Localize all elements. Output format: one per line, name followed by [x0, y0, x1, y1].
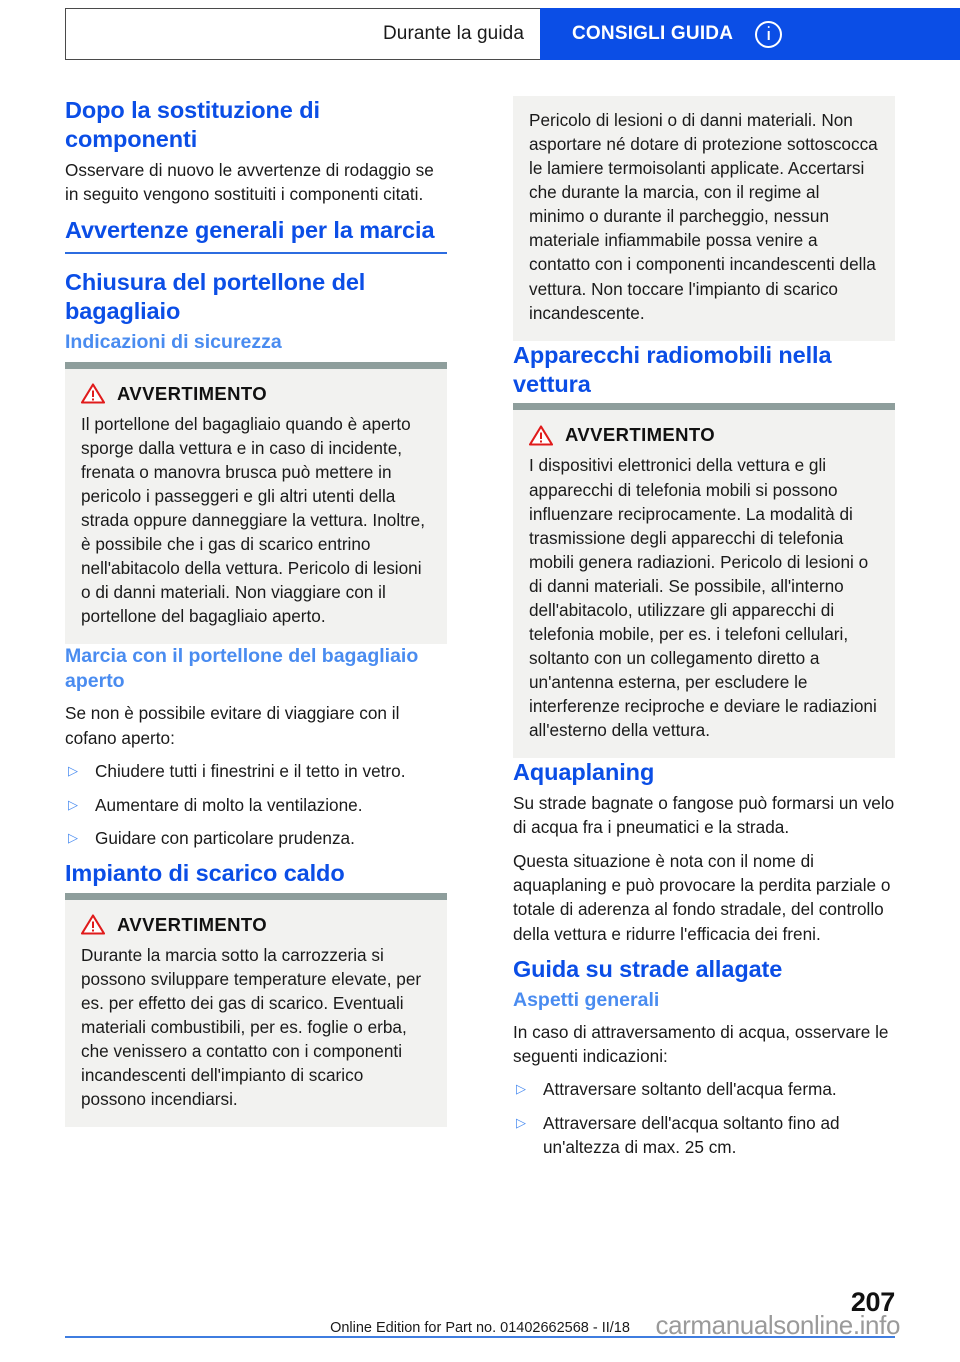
paragraph-cofano-aperto: Se non è possibile evitare di viaggiare con il cofano aperto:	[65, 703, 400, 748]
heading-aquaplaning: Aquaplaning	[513, 759, 655, 786]
warning-title: AVVERTIMENTO	[565, 424, 716, 446]
list-item-label: Aumentare di molto la ventilazione.	[95, 794, 363, 815]
list-item	[65, 793, 447, 817]
heading-dopo-la-sostituzione: Dopo la sostituzione di componenti	[65, 97, 320, 153]
warning-triangle-icon	[529, 425, 553, 446]
list-item-label: Attraversare dell'acqua soltanto fino ad un'altezza di max. 25 cm.	[543, 1112, 840, 1158]
triangle-bullet-icon: ▷	[68, 829, 78, 845]
subheading-aspetti-generali: Aspetti generali	[513, 988, 660, 1011]
page-number: 207	[850, 1287, 895, 1317]
list-item-label: Guidare con particolare prudenza.	[95, 827, 355, 848]
bullet-list-precauzioni	[65, 759, 447, 850]
heading-apparecchi-radiomobili: Apparecchi radiomobili nella vettura	[513, 341, 832, 398]
two-column-layout	[65, 96, 895, 1169]
triangle-bullet-icon: ▷	[68, 763, 78, 779]
warning-box-portellone	[65, 362, 447, 645]
list-item	[513, 1077, 895, 1101]
left-column	[65, 96, 447, 1169]
list-item	[513, 1111, 895, 1160]
warning-header	[81, 383, 431, 405]
header-section-tab[interactable]	[65, 8, 540, 60]
paragraph-aquaplaning-1: Su strade bagnate o fangose può formarsi un velo di acqua fra i pneumatici e la strada.	[513, 792, 895, 838]
header-chapter-label: CONSIGLI GUIDA	[572, 23, 734, 44]
subheading-indicazioni-sicurezza: Indicazioni di sicurezza	[65, 330, 282, 353]
site-watermark: carmanualsonline.info	[655, 1310, 900, 1340]
heading-avvertenze-generali: Avvertenze generali per la marcia	[65, 216, 447, 254]
page-header	[65, 8, 960, 60]
warning-text-continued: Pericolo di lesioni o di danni materiali. Non asportare né dotare di protezione sottoscocca le lamiere termoisolanti applicate. Accertarsi che durante la marcia, con il regime al minimo o durante il parcheggio, nessun materiale infiammabile possa venire a contatto con i componenti incandescenti della vettura. Non toccare l'impianto di scarico incandescente.	[529, 110, 878, 323]
paragraph-rodaggio: Osservare di nuovo le avvertenze di rodaggio se in seguito vengono sostituiti i componenti citati.	[65, 159, 434, 205]
list-item	[65, 826, 447, 850]
list-item	[65, 759, 447, 783]
warning-box-continued	[513, 96, 895, 341]
header-chapter-tab[interactable]	[540, 8, 960, 60]
list-item-label: Attraversare soltanto dell'acqua ferma.	[543, 1079, 837, 1100]
warning-header	[529, 424, 879, 446]
list-item-label: Chiudere tutti i finestrini e il tetto in vetro.	[95, 761, 406, 782]
subheading-marcia-portellone-aperto: Marcia con il portellone del bagagliaio aperto	[65, 645, 419, 693]
right-column	[513, 96, 895, 1169]
warning-title: AVVERTIMENTO	[117, 913, 268, 935]
warning-title: AVVERTIMENTO	[117, 382, 268, 404]
warning-text: Il portellone del bagagliaio quando è aperto sporge dalla vettura e in caso di incidente, frenata o manovra brusca può mettere in pericolo i passeggeri e gli altri utenti della strada oppure danneggiare la vettura. Inoltre, è possibile che i gas di scarico entrino nell'abitacolo della vettura. Pericolo di lesioni o di danni materiali. Non viaggiare con il portellone del bagagliaio aperto.	[81, 413, 425, 627]
triangle-bullet-icon: ▷	[516, 1114, 526, 1130]
warning-text: I dispositivi elettronici della vettura e gli apparecchi di telefonia mobili si possono influenzare reciprocamente. La modalità di trasmissione degli apparecchi di telefonia mobili genera radiazioni. Pericolo di lesioni o di danni materiali. Se possibile, all'interno dell'abitacolo, utilizzare gli apparecchi di telefonia mobile, per es. i telefoni cellulari, soltanto con un collegamento diretto a un'antenna esterna, per escludere le interferenze reciproche e deviare le radiazioni all'esterno della vettura.	[529, 455, 877, 741]
heading-impianto-scarico-caldo: Impianto di scarico caldo	[65, 860, 345, 887]
triangle-bullet-icon: ▷	[516, 1081, 526, 1097]
warning-header	[81, 914, 431, 936]
warning-triangle-icon	[81, 383, 105, 404]
bullet-list-attraversamento	[513, 1077, 895, 1159]
heading-guida-strade-allagate: Guida su strade allagate	[513, 956, 783, 983]
page-footer	[65, 1287, 900, 1340]
footer-edition-text: Online Edition for Part no. 01402662568 - II/18	[330, 1320, 630, 1336]
warning-text: Durante la marcia sotto la carrozzeria si possono sviluppare temperature elevate, per es. per effetto dei gas di scarico. Eventuali materiali combustibili, per es. foglie o erba, che venissero a contatto con i componenti incandescenti dell'impianto di scarico possono incendiarsi.	[81, 944, 422, 1110]
paragraph-aquaplaning-2: Questa situazione è nota con il nome di aquaplaning e può provocare la perdita parziale o totale di aderenza al fondo stradale, del controllo della vettura e ridurre l'efficacia dei freni.	[513, 850, 891, 944]
page-body	[65, 96, 895, 1169]
info-circle-icon	[755, 21, 782, 48]
triangle-bullet-icon: ▷	[68, 796, 78, 812]
header-section-label: Durante la guida	[382, 23, 524, 44]
warning-triangle-icon	[81, 914, 105, 935]
warning-box-impianto-scarico	[65, 893, 447, 1128]
heading-chiusura-portellone: Chiusura del portellone del bagagliaio	[65, 268, 366, 325]
paragraph-attraversamento-acqua: In caso di attraversamento di acqua, osservare le seguenti indicazioni:	[513, 1021, 889, 1067]
warning-box-radiomobili	[513, 403, 895, 758]
